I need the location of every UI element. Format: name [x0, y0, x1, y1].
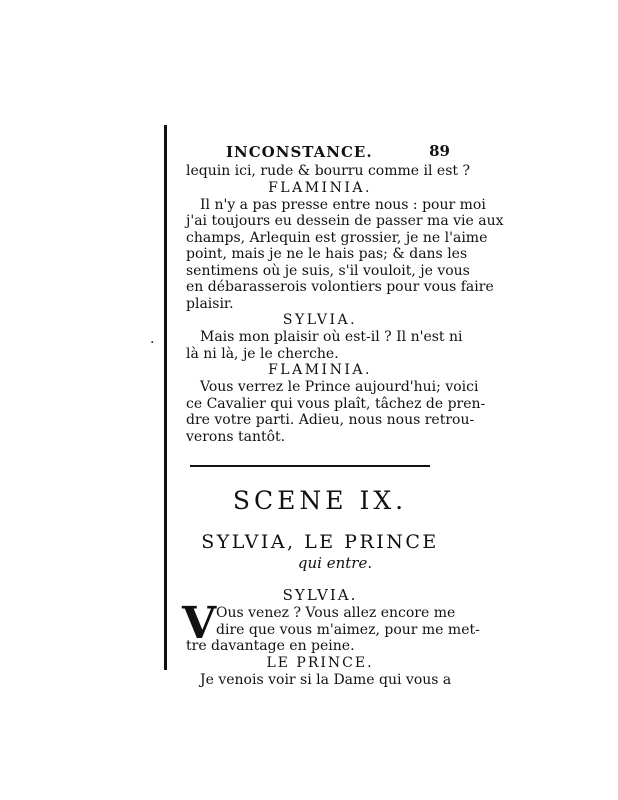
book-page	[182, 142, 504, 688]
text-line: Vous verrez le Prince aujourd'hui; voici	[200, 379, 479, 395]
gutter-shadow-line	[164, 125, 167, 670]
text-line: en débarasserois volontiers pour vous faire	[186, 279, 494, 295]
text-line: lequin ici, rude & bourru comme il est ?	[186, 163, 470, 179]
margin-mark: .	[150, 331, 155, 347]
speaker-name: SYLVIA.	[282, 586, 358, 604]
text-line: Ous venez ? Vous allez encore me	[216, 605, 456, 621]
text-line: Mais mon plaisir où est-il ? Il n'est ni	[200, 329, 463, 345]
section-divider	[190, 465, 430, 467]
page-header	[186, 143, 454, 163]
speaker-name: SYLVIA.	[282, 312, 358, 328]
text-line: point, mais je ne le hais pas; & dans les	[186, 246, 468, 262]
text-line: tre davantage en peine.	[186, 638, 355, 654]
text-line: plaisir.	[186, 295, 234, 312]
speaker-name: FLAMINIA.	[268, 362, 372, 378]
page-number: 89	[429, 142, 450, 160]
text-line: sentimens où je suis, s'il vouloit, je vous	[186, 262, 470, 279]
text-line: verons tantôt.	[186, 428, 286, 445]
text-line: champs, Arlequin est grossier, je ne l'aime	[186, 229, 488, 246]
text-line: Il n'y a pas presse entre nous : pour moi	[200, 196, 486, 213]
scene-cast-note: qui entre.	[297, 554, 373, 572]
text-line: Je venois voir si la Dame qui vous a	[200, 671, 452, 688]
speaker-name: FLAMINIA.	[268, 179, 372, 196]
text-line: là ni là, je le cherche.	[186, 345, 339, 362]
scene-cast: SYLVIA, LE PRINCE	[201, 531, 439, 553]
text-line: ce Cavalier qui vous plaît, tâchez de pren-	[186, 395, 486, 412]
scene-title: SCENE IX.	[232, 486, 408, 515]
drop-cap: V	[182, 598, 217, 649]
speaker-name: LE PRINCE.	[266, 654, 374, 671]
text-line: dre votre parti. Adieu, nous nous retrou-	[186, 412, 475, 428]
running-title: INCONSTANCE.	[226, 143, 373, 161]
text-line: j'ai toujours eu dessein de passer ma vie aux	[186, 213, 504, 229]
text-line: dire que vous m'aimez, pour me met-	[216, 621, 480, 638]
